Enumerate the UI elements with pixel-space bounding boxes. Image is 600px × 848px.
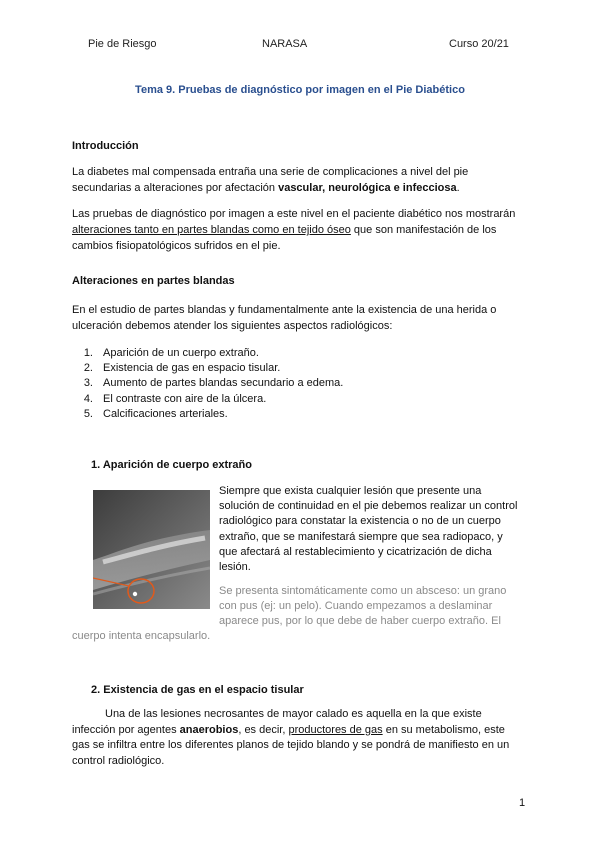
bold-text: anaerobios xyxy=(179,723,239,736)
radiological-aspects-list xyxy=(72,346,343,422)
text-line: La diabetes mal compensada entraña una serie de complicaciones a nivel del pie xyxy=(72,166,469,178)
text-line: cambios fisiopatológicos sufridos en el pie. xyxy=(72,240,281,252)
text-span: secundarias a alteraciones por afectación xyxy=(72,182,279,194)
section-1-note xyxy=(219,584,539,630)
text-line: gas se infiltra entre los diferentes planos de tejido blando y se pondrá de manifiesto en un xyxy=(72,739,510,751)
list-number: 2. xyxy=(83,362,93,375)
section-2-paragraph xyxy=(72,707,532,769)
text-line xyxy=(72,723,532,739)
xray-image xyxy=(93,490,210,609)
text-span: que son manifestación de los xyxy=(350,224,497,236)
header-course-name: Pie de Riesgo xyxy=(88,38,157,50)
text-line: Una de las lesiones necrosantes de mayor calado es aquella en la que existe xyxy=(105,708,482,720)
list-number: 5. xyxy=(83,407,93,420)
section-1-paragraph xyxy=(219,484,539,575)
text-line: extraño, que se manifestará siempre que sea radiopaco, y xyxy=(219,530,503,543)
list-number: 1. xyxy=(83,347,93,359)
list-item-text: Aparición de un cuerpo extraño. xyxy=(103,347,259,359)
list-item-text: Calcificaciones arteriales. xyxy=(103,407,228,420)
list-item xyxy=(72,361,343,376)
underlined-text: productores de gas xyxy=(288,723,383,736)
text-line: solución de continuidad en el pie debemos realizar un control xyxy=(219,500,518,513)
list-number: 4. xyxy=(83,392,93,405)
text-line: ulceración debemos atender los siguientes aspectos radiológicos: xyxy=(72,320,393,332)
list-item xyxy=(72,376,343,391)
text-line: aparece pus, por lo que debe de haber cuerpo extraño. El xyxy=(219,615,501,628)
text-line xyxy=(72,180,532,196)
list-item xyxy=(72,392,343,407)
bold-text: vascular, neurológica e infecciosa xyxy=(278,182,457,194)
text-span: . xyxy=(456,182,460,194)
list-item-text: Aumento de partes blandas secundario a edema. xyxy=(103,377,344,390)
header-year: Curso 20/21 xyxy=(449,38,509,50)
text-span: , es decir, xyxy=(238,723,289,736)
text-span: en su metabolismo, este xyxy=(382,723,505,736)
list-number: 3. xyxy=(83,377,93,390)
intro-paragraph-1 xyxy=(72,164,532,196)
text-line: con pus (ej: un pelo). Cuando empezamos a deslaminar xyxy=(219,600,493,613)
ordered-list xyxy=(72,346,343,422)
list-item-text: El contraste con aire de la úlcera. xyxy=(103,392,267,405)
xray-drawing xyxy=(93,490,210,609)
list-item xyxy=(72,346,343,361)
list-item-text: Existencia de gas en espacio tisular. xyxy=(103,362,281,375)
text-line xyxy=(72,222,532,238)
header-author: NARASA xyxy=(262,38,308,50)
text-line: radiológico para constatar la existencia o no de un cuerpo xyxy=(219,515,501,528)
section-1-heading: 1. Aparición de cuerpo extraño xyxy=(91,459,252,471)
text-line: En el estudio de partes blandas y fundamentalmente ante la existencia de una herida o xyxy=(72,304,497,316)
text-span: infección por agentes xyxy=(72,723,180,736)
page-title: Tema 9. Pruebas de diagnóstico por imagen en el Pie Diabético xyxy=(135,84,465,96)
underlined-text: alteraciones tanto en partes blandas como en tejido óseo xyxy=(72,224,351,236)
page-number: 1 xyxy=(519,797,526,809)
list-item xyxy=(72,407,343,422)
soft-tissue-paragraph xyxy=(72,302,532,334)
text-line: que afectará al restablecimiento y cicatrización de dicha xyxy=(219,545,492,558)
intro-paragraph-2 xyxy=(72,206,532,254)
intro-heading: Introducción xyxy=(72,140,139,152)
section-1-note-end: cuerpo intenta encapsularlo. xyxy=(72,630,211,642)
text-line: control radiológico. xyxy=(72,754,165,767)
text-line: lesión. xyxy=(219,561,251,574)
text-line: Se presenta sintomáticamente como un absceso: un grano xyxy=(219,585,507,597)
text-line: Siempre que exista cualquier lesión que presente una xyxy=(219,485,482,497)
soft-tissue-heading: Alteraciones en partes blandas xyxy=(72,275,235,287)
text-line: Las pruebas de diagnóstico por imagen a este nivel en el paciente diabético nos mostrarán xyxy=(72,208,516,220)
section-2-heading: 2. Existencia de gas en el espacio tisular xyxy=(91,684,304,696)
